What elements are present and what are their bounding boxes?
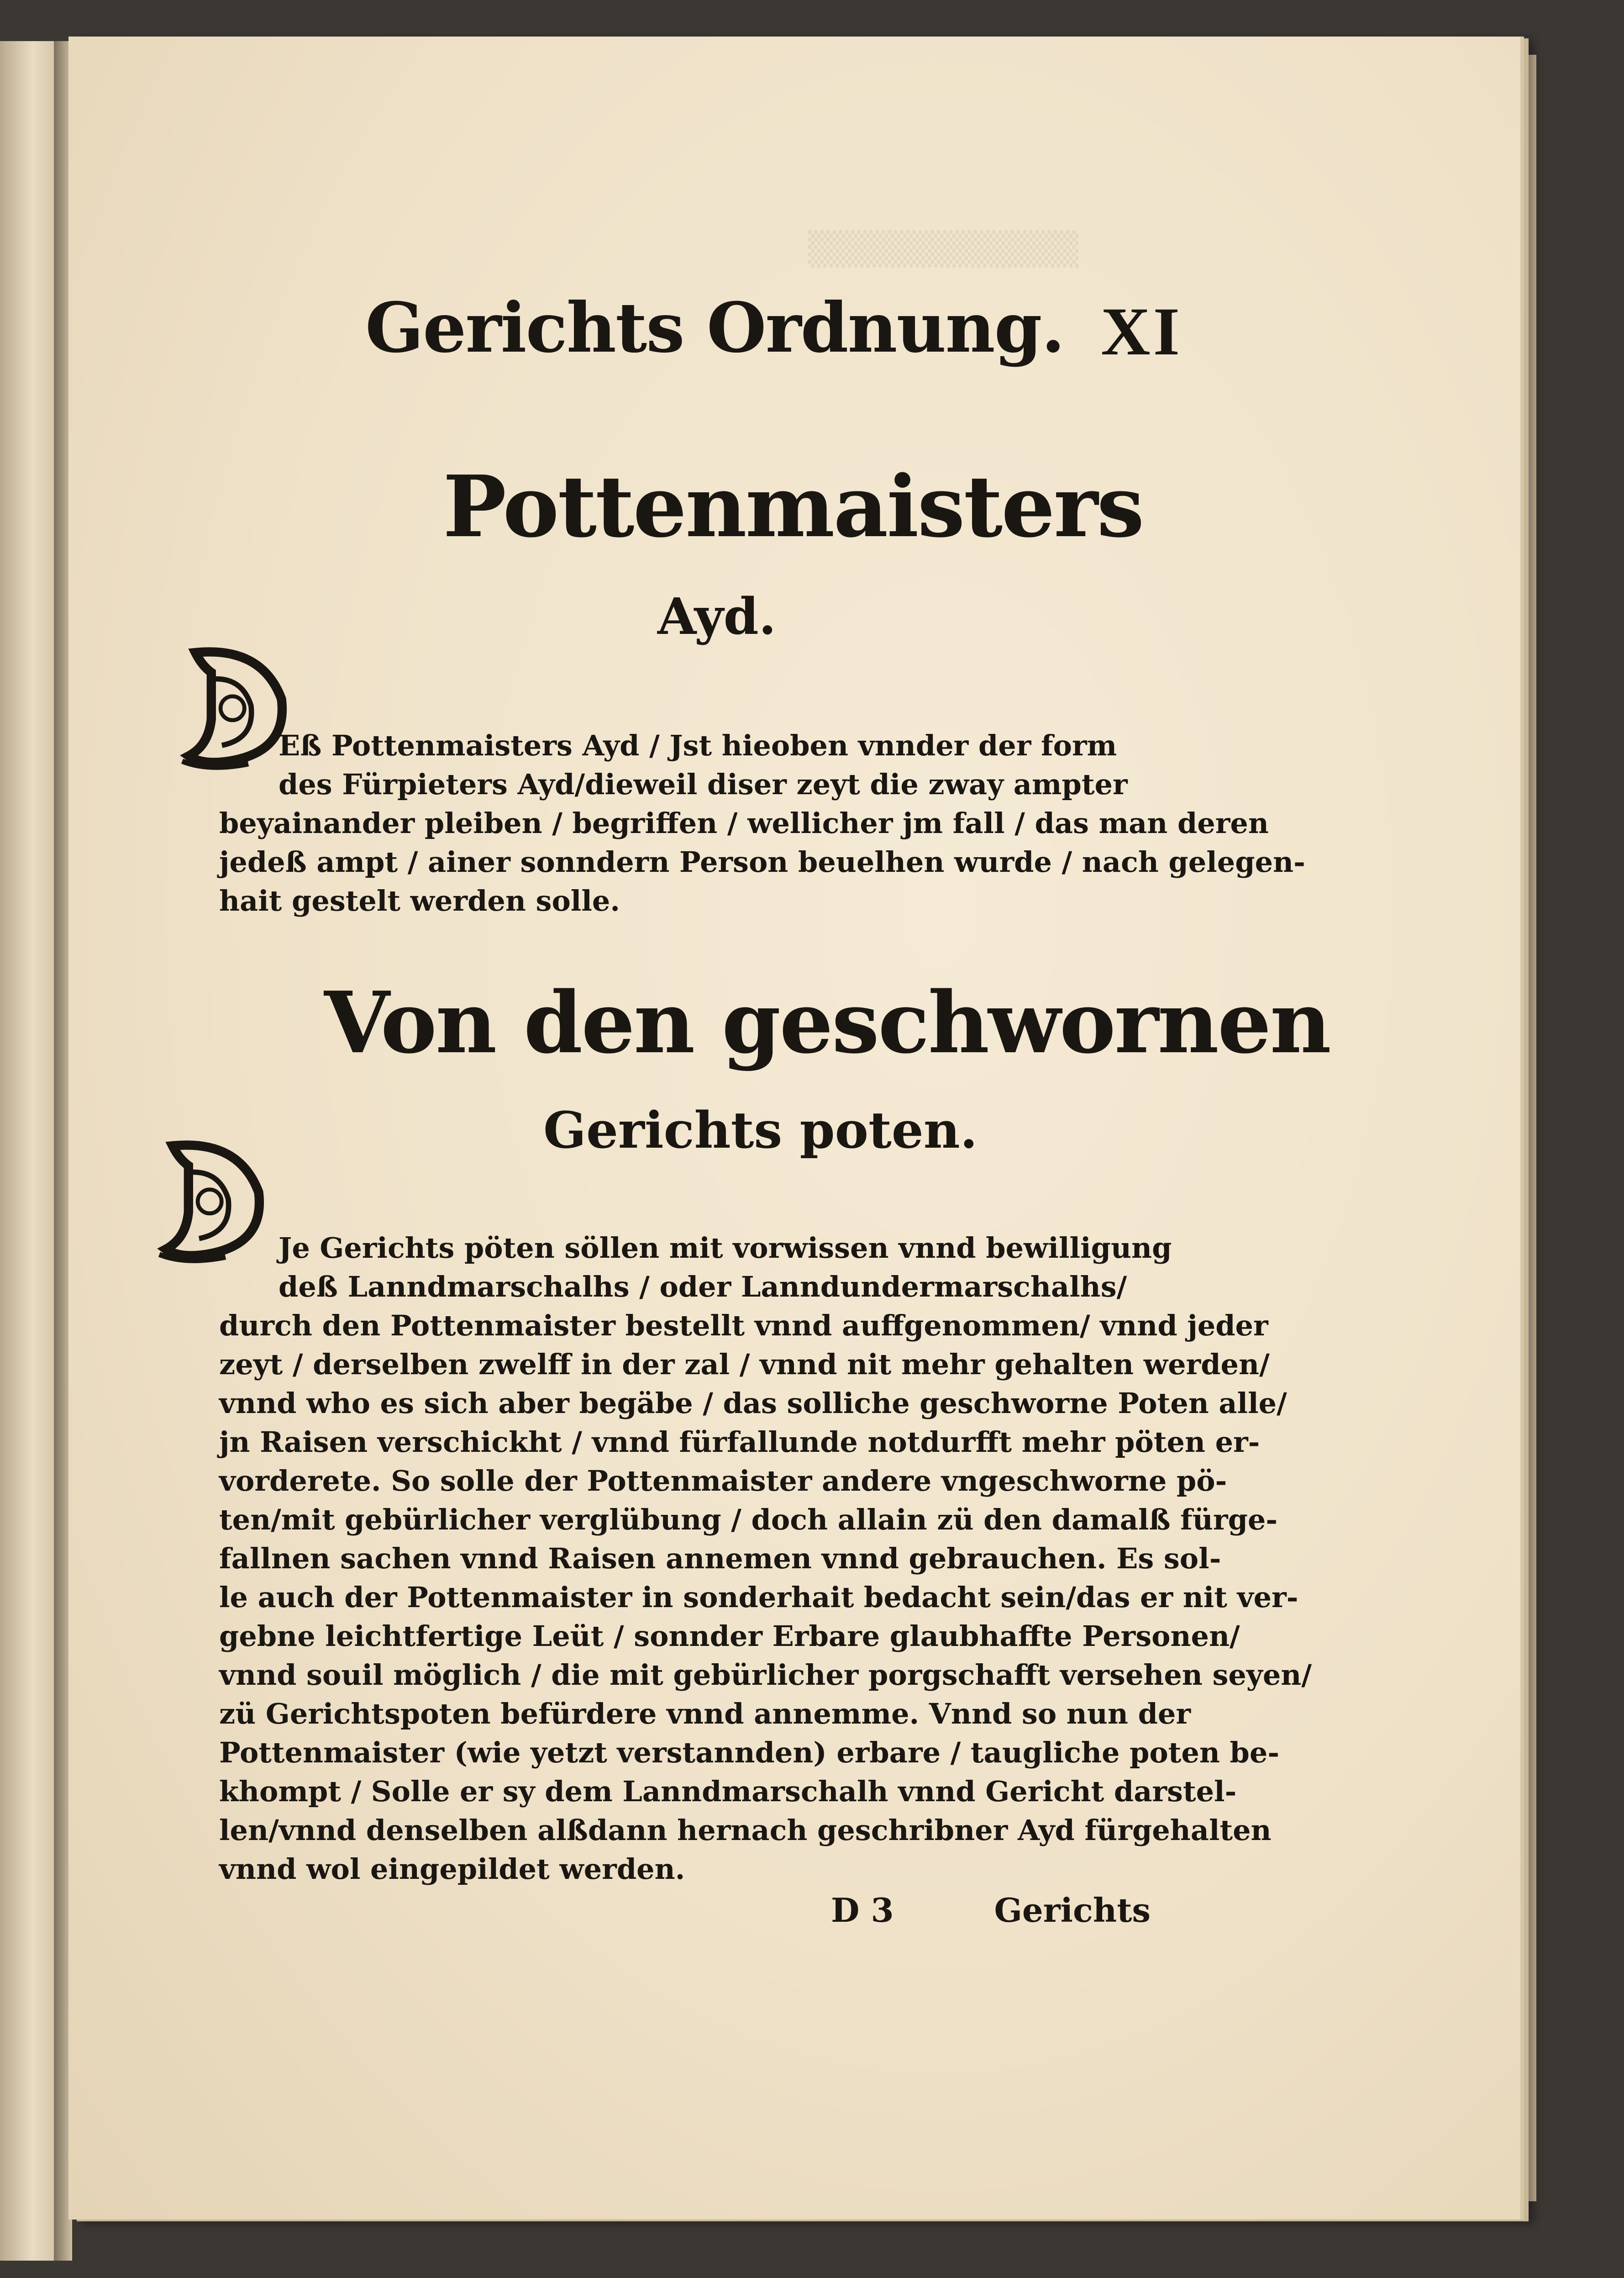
text-line: Je Gerichts pöten söllen mit vorwissen vnnd bewilligung [279, 1231, 1172, 1265]
text-line: ten/mit gebürlicher verglübung / doch allain zü den damalß fürge- [219, 1503, 1278, 1536]
text-line: hait gestelt werden solle. [219, 884, 620, 918]
text-line: zeyt / derselben zwelff in der zal / vnnd nit mehr gehalten werden/ [219, 1348, 1270, 1381]
folio-number: XI [1101, 294, 1183, 369]
running-title: Gerichts Ordnung. [365, 288, 1064, 368]
text-line: khompt / Solle er sy dem Lanndmarschalh vnnd Gericht darstel- [219, 1775, 1237, 1808]
text-line: len/vnnd denselben alßdann hernach geschribner Ayd fürgehalten [219, 1814, 1272, 1847]
text-line: le auch der Pottenmaister in sonderhait bedacht sein/das er nit ver- [219, 1581, 1298, 1614]
text-line: vnnd who es sich aber begäbe / das solliche geschworne Poten alle/ [219, 1387, 1287, 1420]
text-line: jedeß ampt / ainer sonndern Person beuelhen wurde / nach gelegen- [219, 845, 1305, 879]
text-line: deß Lanndmarschalhs / oder Lanndundermarschalhs/ [279, 1270, 1127, 1303]
paragraph-1 [219, 726, 1305, 920]
section-subheading: Gerichts poten. [543, 1101, 978, 1160]
text-line: des Fürpieters Ayd/dieweil diser zeyt die zway ampter [279, 768, 1128, 801]
section-heading: Von den geschwornen [324, 973, 1330, 1072]
catchword: Gerichts [994, 1891, 1151, 1930]
text-line: beyainander pleiben / begriffen / wellicher jm fall / das man deren [219, 807, 1269, 840]
text-line: zü Gerichtspoten befürdere vnnd annemme. Vnnd so nun der [219, 1697, 1191, 1730]
book-page [68, 37, 1520, 2220]
text-line: Eß Pottenmaisters Ayd / Jst hieoben vnnder der form [279, 729, 1117, 762]
text-line: fallnen sachen vnnd Raisen annemen vnnd gebrauchen. Es sol- [219, 1542, 1221, 1575]
section-heading: Pottenmaisters [443, 457, 1143, 556]
text-line: gebne leichtfertige Leüt / sonnder Erbare glaubhaffte Personen/ [219, 1619, 1240, 1653]
text-line: durch den Pottenmaister bestellt vnnd auffgenommen/ vnnd jeder [219, 1309, 1268, 1342]
left-page-edge [0, 41, 57, 2261]
signature-mark: D 3 [831, 1891, 894, 1930]
page-footer [831, 1891, 1151, 1946]
show-through-text: ▒▒▒▒▒▒▒▒▒▒▒ [808, 230, 1079, 268]
text-line: vnnd wol eingepildet werden. [219, 1852, 685, 1886]
text-line: Pottenmaister (wie yetzt verstannden) erbare / taugliche poten be- [219, 1736, 1280, 1769]
running-head [292, 279, 1183, 388]
section-subheading: Ayd. [657, 587, 776, 646]
text-line: jn Raisen verschickht / vnnd fürfallunde notdurfft mehr pöten er- [219, 1425, 1260, 1459]
paragraph-2 [219, 1229, 1312, 1888]
text-line: vnnd souil möglich / die mit gebürlicher porgschafft versehen seyen/ [219, 1658, 1312, 1692]
text-line: vorderete. So solle der Pottenmaister andere vngeschworne pö- [219, 1464, 1227, 1498]
